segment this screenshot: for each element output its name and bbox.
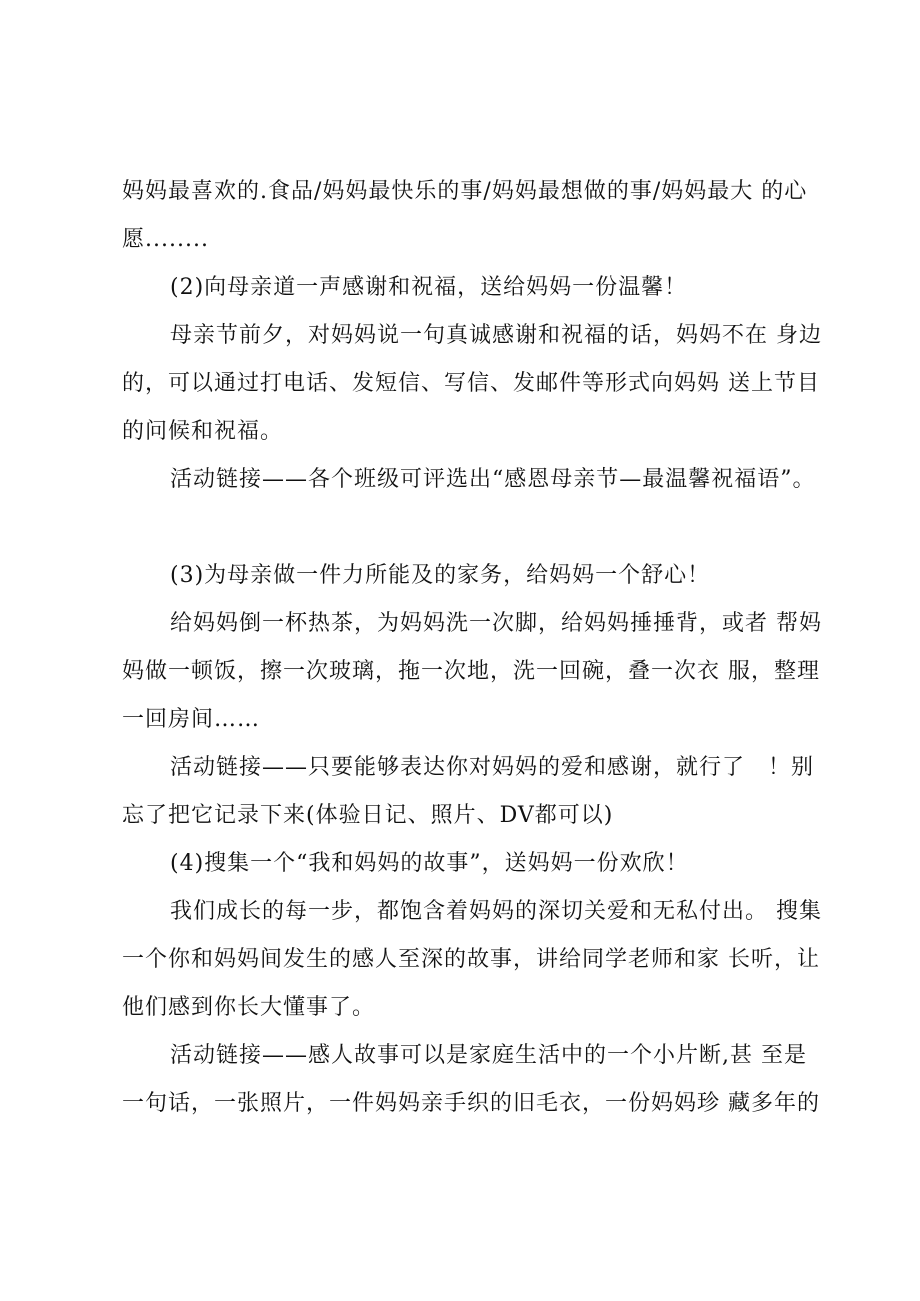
paragraph-housework: 给妈妈倒一杯热茶，为妈妈洗一次脚，给妈妈捶捶背，或者 帮妈妈做一顿饭，擦一次玻璃，拖一次地，洗一回碗，叠一次衣 服，整理一回房间……	[122, 611, 822, 732]
paragraph-favorite-things: 妈妈最喜欢的.食品/妈妈最快乐的事/妈妈最想做的事/妈妈最大 的心愿........	[122, 179, 808, 252]
paragraph-growing-up: 我们成长的每一步，都饱含着妈妈的深切关爱和无私付出。 搜集一个你和妈妈间发生的感人至深的故事，讲给同学老师和家 长听，让他们感到你长大懂事了。	[122, 899, 822, 1020]
paragraph-activity-link-1: 活动链接——各个班级可评选出“感恩母亲节—最温馨祝福语”。	[170, 467, 816, 492]
heading-item-4: (4)搜集一个“我和妈妈的故事”，送妈妈一份欢欣！	[170, 851, 689, 876]
heading-item-3: (3)为母亲做一件力所能及的家务，给妈妈一个舒心！	[170, 563, 711, 588]
paragraph-mothers-day-eve: 母亲节前夕，对妈妈说一句真诚感谢和祝福的话，妈妈不在 身边的，可以通过打电话、发短信、写信、发邮件等形式向妈妈 送上节目的问候和祝福。	[122, 323, 822, 444]
paragraph-activity-link-3: 活动链接——感人故事可以是家庭生活中的一个小片断,甚 至是一句话，一张照片，一件妈妈亲手织的旧毛衣，一份妈妈珍 藏多年的	[122, 1043, 820, 1116]
paragraph-activity-link-2: 活动链接——只要能够表达你对妈妈的爱和感谢，就行了 ！别忘了把它记录下来(体验日记、照片、DV都可以)	[122, 755, 815, 828]
heading-item-2: (2)向母亲道一声感谢和祝福，送给妈妈一份温馨！	[170, 275, 688, 300]
